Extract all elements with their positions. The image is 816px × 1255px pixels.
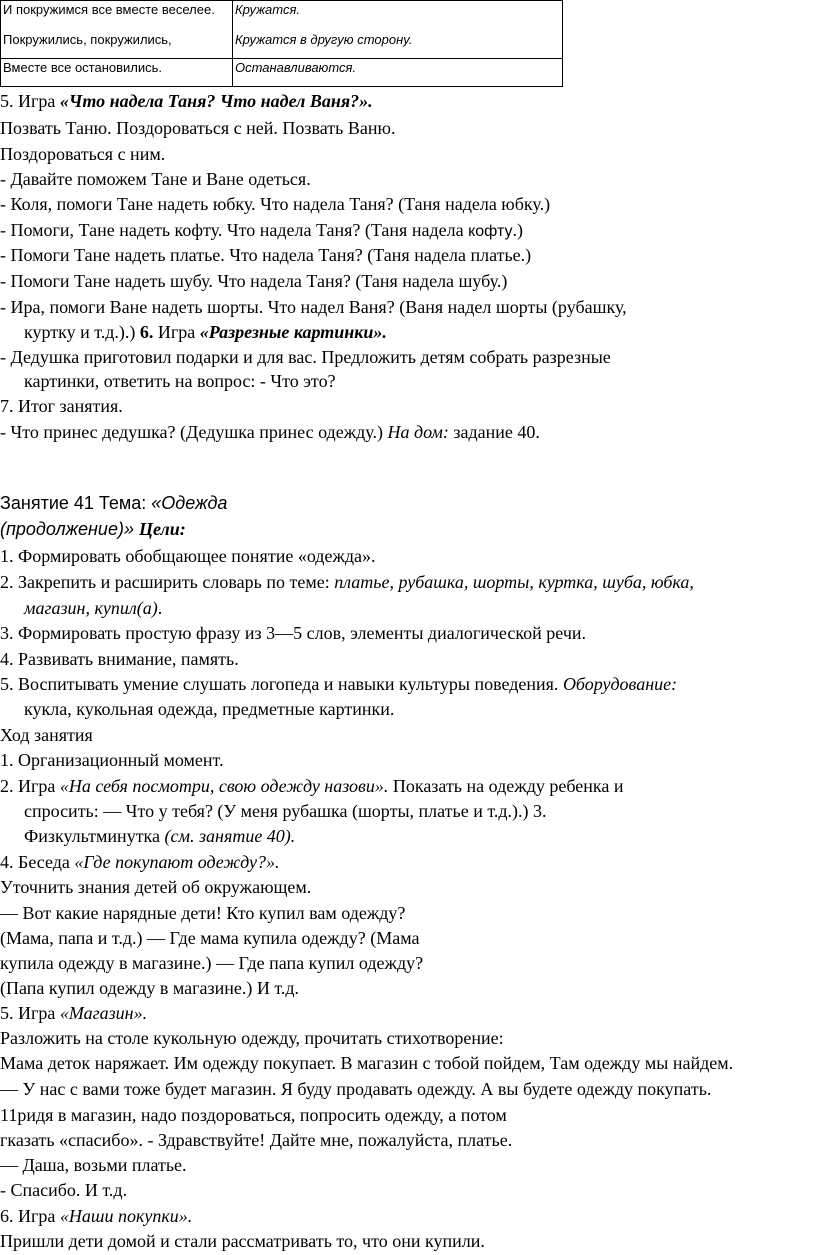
text-line: — У нас с вами тоже будет магазин. Я буду продавать одежду. А вы будете одежду покупать. bbox=[0, 1079, 712, 1099]
text-line: спросить: — Что у тебя? (У меня рубашка (шорты, платье и т.д.).) 3. bbox=[24, 801, 547, 821]
text-span: 4. Беседа bbox=[0, 852, 75, 872]
text-line bbox=[0, 219, 523, 243]
text-line: Поздороваться с ним. bbox=[0, 144, 166, 164]
text-span: . bbox=[157, 598, 163, 618]
lesson-heading bbox=[0, 518, 186, 540]
text-span: магазин, купил(а) bbox=[24, 598, 158, 618]
text-span: 6. Игра bbox=[0, 1206, 60, 1226]
text-line bbox=[0, 1205, 192, 1227]
text-span: Показать на одежду ребенка и bbox=[388, 776, 624, 796]
text-line: 1. Формировать обобщающее понятие «одежда». bbox=[0, 546, 376, 566]
text-span: «Магазин». bbox=[59, 1003, 148, 1023]
text-line bbox=[0, 673, 677, 695]
table-text: И покружимся все вместе веселее. bbox=[3, 2, 215, 17]
text-line bbox=[0, 90, 373, 112]
text-span: задание 40. bbox=[448, 422, 540, 442]
text-line: - Помоги Тане надеть шубу. Что надела Таня? (Таня надела шубу.) bbox=[0, 271, 508, 291]
text-line: гказать «спасибо». - Здравствуйте! Дайте мне, пожалуйста, платье. bbox=[0, 1130, 513, 1150]
table-cell: Останавливаются. bbox=[233, 59, 563, 87]
text-line: Мама деток наряжает. Им одежду покупает. В магазин с тобой пойдем, Там одежду мы найдем. bbox=[0, 1053, 734, 1073]
text-line bbox=[0, 571, 694, 593]
text-span: - Помоги, Тане надеть кофту. Что надела Таня? (Таня надела bbox=[0, 220, 469, 240]
text-span: «Наши покупки». bbox=[59, 1206, 193, 1226]
text-span: кофту bbox=[468, 223, 513, 240]
text-span: «Одежда bbox=[151, 493, 228, 513]
text-line: картинки, ответить на вопрос: - Что это? bbox=[24, 371, 336, 391]
text-span: 5. Игра bbox=[0, 91, 60, 111]
text-span: Оборудование: bbox=[562, 674, 678, 694]
text-line bbox=[24, 597, 162, 619]
text-span: Занятие 41 Тема: bbox=[0, 493, 152, 513]
text-span: 2. Закрепить и расширить словарь по теме: bbox=[0, 572, 335, 592]
text-span: Цели: bbox=[138, 519, 186, 539]
text-line: (Мама, папа и т.д.) — Где мама купила одежду? (Мама bbox=[0, 928, 420, 948]
text-span: платье, рубашка, шорты, куртка, шуба, юбка, bbox=[334, 572, 694, 592]
text-line bbox=[24, 825, 295, 847]
text-line: 3. Формировать простую фразу из 3—5 слов, элементы диалогической речи. bbox=[0, 623, 587, 643]
text-span: «Разрезные картинки». bbox=[199, 322, 387, 342]
text-line: кукла, кукольная одежда, предметные картинки. bbox=[24, 699, 395, 719]
text-line bbox=[0, 775, 624, 797]
text-span: «Где покупают одежду?». bbox=[74, 852, 280, 872]
table-row bbox=[1, 59, 563, 87]
text-span: куртку и т.д.).) bbox=[24, 322, 140, 342]
text-span: Игра bbox=[153, 322, 200, 342]
text-line: купила одежду в магазине.) — Где папа купил одежду? bbox=[0, 953, 424, 973]
text-span: «Что надела Таня? Что надел Ваня?». bbox=[59, 91, 373, 111]
text-span: На дом: bbox=[387, 422, 449, 442]
table-cell bbox=[233, 1, 563, 59]
text-line: — Даша, возьми платье. bbox=[0, 1155, 187, 1175]
text-span: .) bbox=[512, 220, 523, 240]
text-line: Разложить на столе кукольную одежду, прочитать стихотворение: bbox=[0, 1028, 504, 1048]
text-line bbox=[0, 421, 540, 443]
text-line: Пришли дети домой и стали рассматривать то, что они купили. bbox=[0, 1231, 485, 1251]
text-line: - Давайте поможем Тане и Ване одеться. bbox=[0, 169, 311, 189]
table-text: Покружились, покружились, bbox=[3, 32, 172, 47]
text-span: 5. Игра bbox=[0, 1003, 60, 1023]
table-text: Кружатся в другую сторону. bbox=[235, 32, 413, 47]
text-line: Ход занятия bbox=[0, 725, 93, 745]
text-line: - Коля, помоги Тане надеть юбку. Что надела Таня? (Таня надела юбку.) bbox=[0, 194, 551, 214]
text-span: - Что принес дедушка? (Дедушка принес одежду.) bbox=[0, 422, 388, 442]
text-span: Физкультминутка bbox=[24, 826, 165, 846]
text-line bbox=[0, 851, 279, 873]
text-span: «На себя посмотри, свою одежду назови». bbox=[59, 776, 389, 796]
text-span: (см. занятие 40). bbox=[164, 826, 296, 846]
table-row bbox=[1, 1, 563, 59]
text-line: 4. Развивать внимание, память. bbox=[0, 649, 239, 669]
text-span: (продолжение)» bbox=[0, 519, 139, 539]
text-line bbox=[0, 1002, 147, 1024]
top-table bbox=[0, 0, 563, 87]
text-line: (Папа купил одежду в магазине.) И т.д. bbox=[0, 978, 299, 998]
lesson-heading bbox=[0, 492, 227, 514]
text-line: — Вот какие нарядные дети! Кто купил вам одежду? bbox=[0, 903, 406, 923]
text-line: 11ридя в магазин, надо поздороваться, попросить одежду, а потом bbox=[0, 1105, 507, 1125]
text-span: 6. bbox=[139, 322, 154, 342]
text-line: - Спасибо. И т.д. bbox=[0, 1180, 128, 1200]
text-span: 2. Игра bbox=[0, 776, 60, 796]
table-cell: Вместе все остановились. bbox=[1, 59, 233, 87]
text-line: Позвать Таню. Поздороваться с ней. Позвать Ваню. bbox=[0, 118, 396, 138]
text-line: - Помоги Тане надеть платье. Что надела Таня? (Таня надела платье.) bbox=[0, 245, 532, 265]
text-line: - Дедушка приготовил подарки и для вас. Предложить детям собрать разрезные bbox=[0, 347, 611, 367]
text-line: - Ира, помоги Ване надеть шорты. Что надел Ваня? (Ваня надел шорты (рубашку, bbox=[0, 297, 627, 317]
text-line: 1. Организационный момент. bbox=[0, 750, 224, 770]
text-line: 7. Итог занятия. bbox=[0, 396, 123, 416]
text-line bbox=[24, 321, 387, 343]
text-line: Уточнить знания детей об окружающем. bbox=[0, 877, 312, 897]
text-span: 5. Воспитывать умение слушать логопеда и навыки культуры поведения. bbox=[0, 674, 563, 694]
table-cell bbox=[1, 1, 233, 59]
table-text: Кружатся. bbox=[235, 2, 301, 17]
